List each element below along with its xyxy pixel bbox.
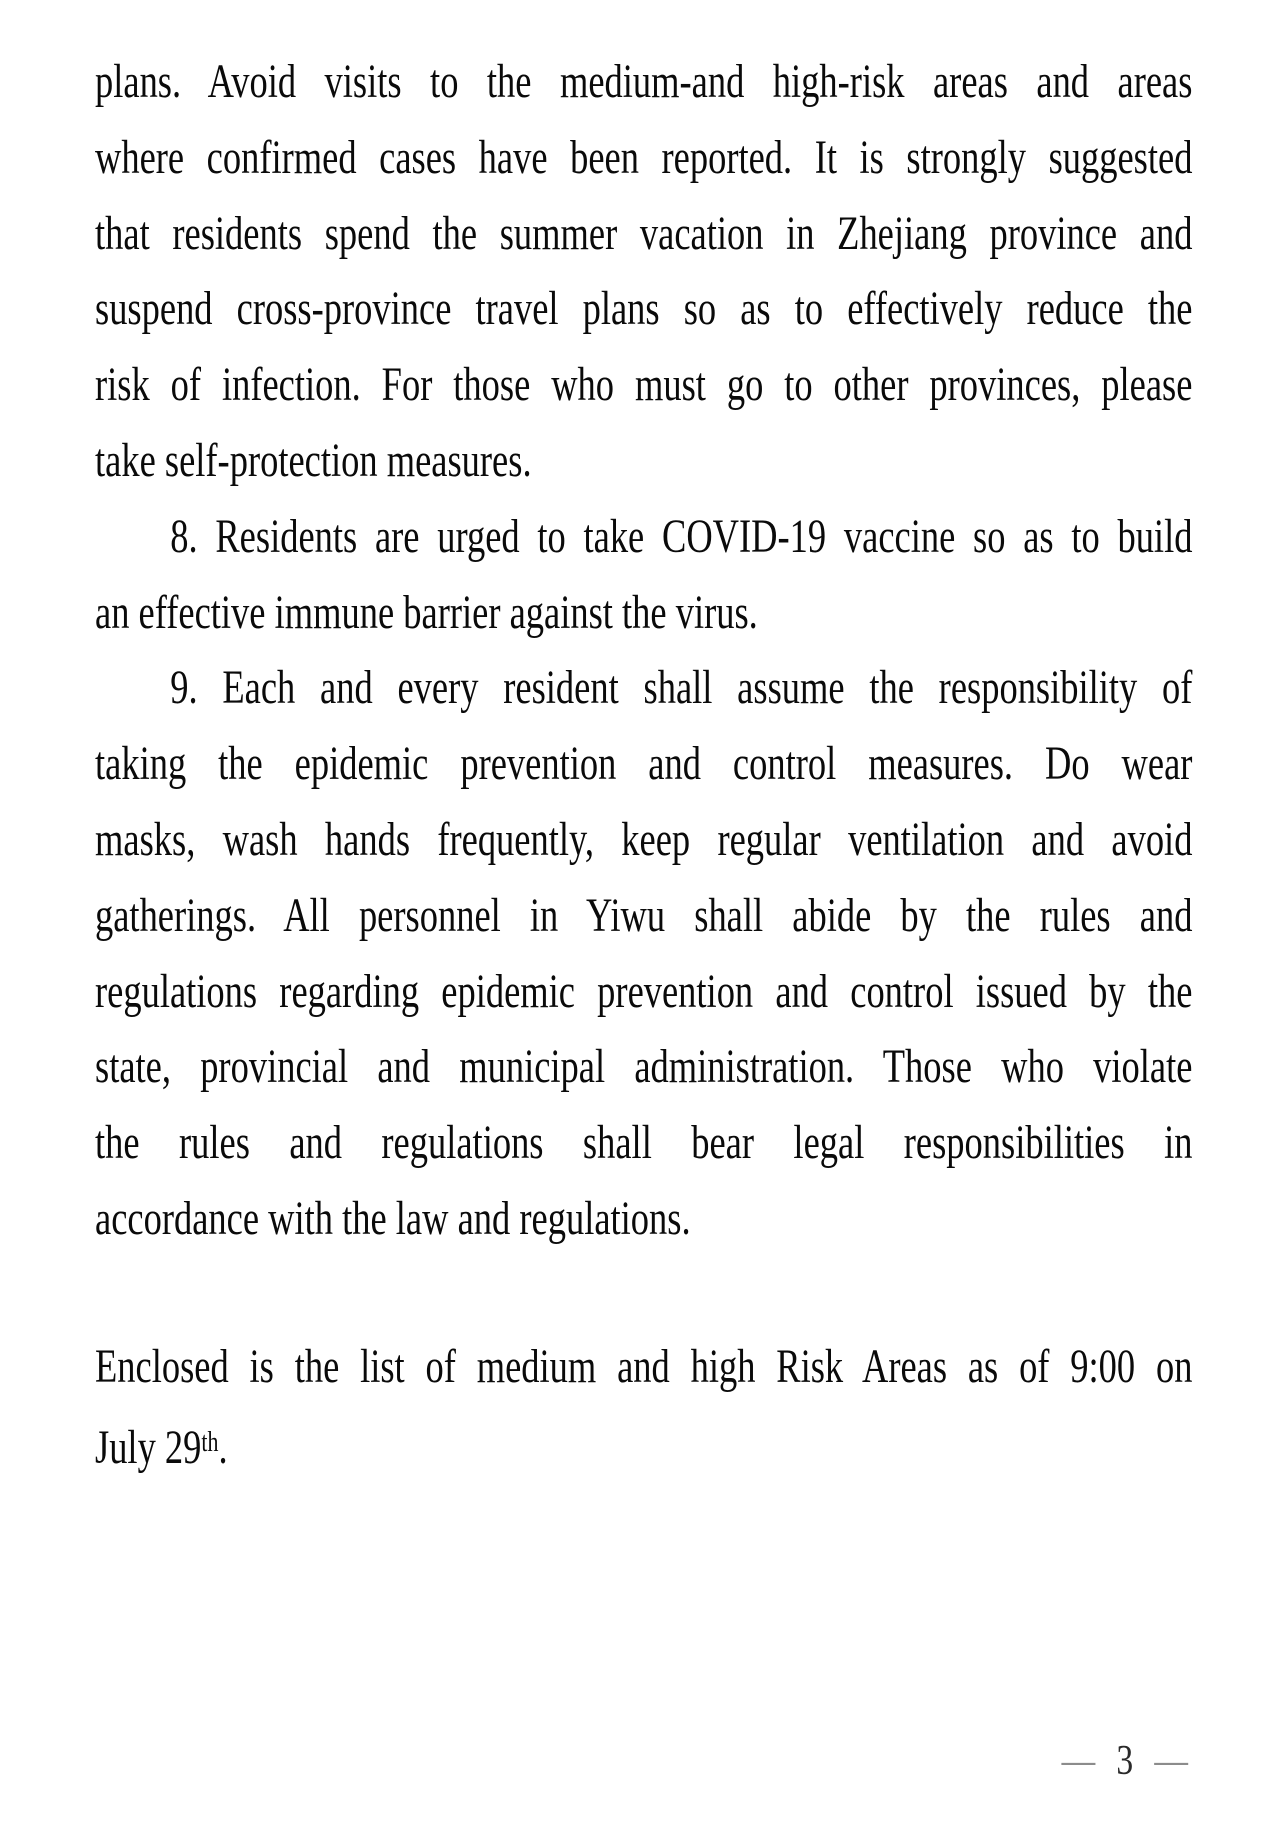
ordinal-superscript: th: [201, 1425, 219, 1458]
date-period: .: [218, 1420, 228, 1474]
page-number-dash-left: —: [1061, 1738, 1096, 1784]
text-line: masks, wash hands frequently, keep regular ventilation and avoid: [95, 812, 1193, 866]
text-line: gatherings. All personnel in Yiwu shall abide by the rules and: [95, 888, 1193, 942]
text-line: risk of infection. For those who must go to other provinces, please: [95, 358, 1193, 412]
text-line: accordance with the law and regulations.: [95, 1191, 691, 1245]
text-line: suspend cross-province travel plans so as to effectively reduce the: [95, 282, 1193, 336]
text-line: taking the epidemic prevention and control measures. Do wear: [95, 737, 1193, 791]
text-line: Enclosed is the list of medium and high Risk Areas as of 9:00 on: [95, 1339, 1193, 1393]
text-line: 9. Each and every resident shall assume the responsibility of: [170, 661, 1193, 715]
document-body: [95, 44, 1280, 1480]
text-line: the rules and regulations shall bear legal responsibilities in: [95, 1116, 1193, 1170]
page-number-dash-right: —: [1154, 1738, 1188, 1784]
text-line: plans. Avoid visits to the medium-and high-risk areas and areas: [95, 55, 1193, 108]
text-line: 8. Residents are urged to take COVID-19 vaccine so as to build: [170, 509, 1193, 563]
page-number-value: 3: [1116, 1738, 1134, 1784]
paragraph-spacer: [95, 1257, 1280, 1329]
text-line: an effective immune barrier against the virus.: [95, 585, 758, 639]
date-text: July 29: [95, 1420, 202, 1474]
text-line: that residents spend the summer vacation in Zhejiang province and: [95, 206, 1193, 260]
text-line: state, provincial and municipal administration. Those who violate: [95, 1040, 1193, 1094]
text-line: regulations regarding epidemic prevention and control issued by the: [95, 964, 1193, 1018]
text-line-date: [95, 1405, 1192, 1481]
text-line: where confirmed cases have been reported. It is strongly suggested: [95, 130, 1193, 184]
page-number: [1062, 1735, 1188, 1787]
text-line: take self-protection measures.: [95, 433, 532, 487]
